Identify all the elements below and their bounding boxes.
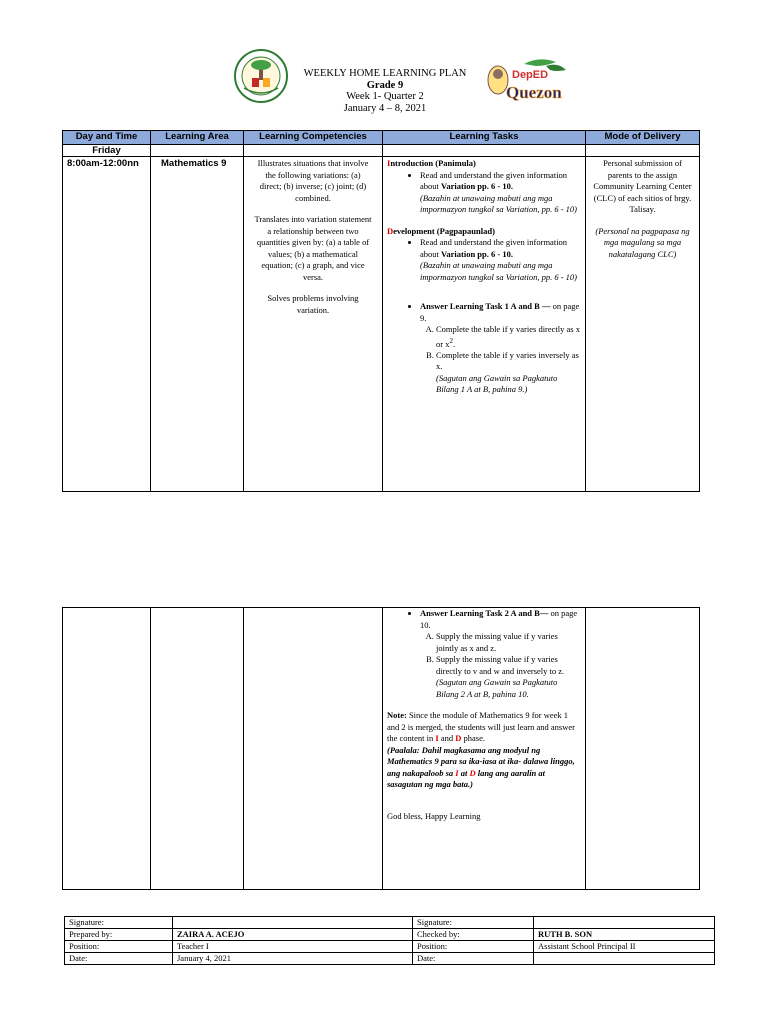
svg-text:Quezon: Quezon [506,83,562,102]
table-row [65,917,715,929]
date-label-right: Date: [413,953,534,965]
learning-area-cell: Mathematics 9 [151,157,244,492]
prepared-by-name: ZAIRA A. ACEJO [173,929,413,941]
list-item: • Answer Learning Task 1 A and B — on page 9. A. Complete the table if y varies directly as x or $x^2$. B. Complete the table if y varies inversely as x. (Sagutan ang Gawain sa Pagkatuto Bilang 1 A at B, pahina 9.) [420,301,581,396]
table-header-row [63,131,700,145]
delivery-text: Personal submission of parents to the assign Community Learning Center (CLC) of each sitios of brgy. Talisay. [593,158,692,214]
learning-plan-table [62,130,700,492]
list-item: • Read and understand the given information about Variation pp. 6 - 10. (Bazahin at unawaing mabuti ang mga impormazyon tungkol sa Variation, pp. 6 - 10) [420,237,581,283]
date-label-left: Date: [65,953,173,965]
signature-space-right [534,917,715,929]
day-cell: Friday [63,145,151,157]
delivery-translation: (Personal na pagpapasa ng mga magulang sa mga nakatalagang CLC) [595,225,690,259]
day-row [63,145,700,157]
list-item: • Read and understand the given information about Variation pp. 6 - 10. (Bazahin at unawaing mabuti ang mga impormazyon tungkol sa Variation, pp. 6 - 10) [420,170,581,216]
plan-header [285,68,485,114]
lesson-row [63,157,700,492]
time-cell: 8:00am-12:00nn [63,157,151,492]
table-row [65,929,715,941]
col-header-delivery: Mode of Delivery [586,131,700,145]
date-range: January 4 – 8, 2021 [343,102,427,114]
date-value-left: January 4, 2021 [173,953,413,965]
checked-by-label: Checked by: [413,929,534,941]
list-item: • Answer Learning Task 2 A and B— on page 10. A. Supply the missing value if y varies jointly as x and z. B. Supply the missing value if y varies directly to v and w and inversely to z. (Sagutan ang Gawain sa Pagkatuto Bilang 2 A at B, pahina 10. [420,608,581,700]
position-value-left: Teacher I [173,941,413,953]
task2-sublist [420,631,581,700]
table-row [65,953,715,965]
svg-text:DepED: DepED [512,69,549,81]
col-header-competencies: Learning Competencies [244,131,383,145]
continued-row [63,608,700,890]
list-item: B. Complete the table if y varies inversely as x. (Sagutan ang Gawain sa Pagkatuto Bilang 1 A at B, pahina 9.) [436,350,581,396]
list-item: A. Supply the missing value if y varies jointly as x and z. [436,631,581,654]
position-label-left: Position: [65,941,173,953]
col-header-tasks: Learning Tasks [383,131,586,145]
checked-by-name: RUTH B. SON [534,929,715,941]
delivery-cell [586,157,700,492]
signature-space-left [173,917,413,929]
tasks-cell [383,157,586,492]
introduction-list [387,170,581,216]
position-value-right: Assistant School Principal II [534,941,715,953]
grade-label: Grade 9 [366,79,404,91]
date-value-right [534,953,715,965]
plan-title: WEEKLY HOME LEARNING PLAN [303,68,467,79]
signature-table [64,916,715,965]
learning-plan-table-continued [62,607,700,890]
module-note-translation: (Paalala: Dahil magkasama ang modyul ng Mathematics 9 para sa ika-iasa at ika- dalawa linggo, ang nakapaloob sa I at D lang ang aaralin at sasagutan ng mga bata.) [387,744,575,789]
signature-label-left: Signature: [65,917,173,929]
prepared-by-label: Prepared by: [65,929,173,941]
signature-label-right: Signature: [413,917,534,929]
table-row [65,941,715,953]
competency-3: Solves problems involving variation. [267,293,359,315]
deped-quezon-logo [484,56,570,106]
list-item: A. Complete the table if y varies directly as x or $x^2$. [436,324,581,350]
tasks-continued-cell [383,608,586,890]
week-quarter: Week 1- Quarter 2 [346,91,424,102]
list-item: B. Supply the missing value if y varies directly to v and w and inversely to z. (Sagutan ang Gawain sa Pagkatuto Bilang 2 A at B, pahina 10. [436,654,581,700]
module-note: Note: Since the module of Mathematics 9 for week 1 and 2 is merged, the students will just learn and answer the content in I and D phase. [387,710,575,743]
closing-message: God bless, Happy Learning [387,810,481,821]
competency-2: Translates into variation statement a relationship between two quantities given by: (a) a table of values; (b) a mathematical equation; (c) a graph, and vice versa. [254,214,372,282]
development-list [387,237,581,396]
task2-list [387,608,581,700]
col-header-day-time: Day and Time [63,131,151,145]
development-heading: Development (Pagpapaunlad) [387,225,495,236]
competency-1: Illustrates situations that involve the following variations: (a) direct; (b) inverse; (c) joint; (d) combined. [257,158,369,203]
position-label-right: Position: [413,941,534,953]
task1-sublist [420,324,581,396]
introduction-heading: Introduction (Panimula) [387,158,476,168]
competencies-cell [244,157,383,492]
col-header-learning-area: Learning Area [151,131,244,145]
